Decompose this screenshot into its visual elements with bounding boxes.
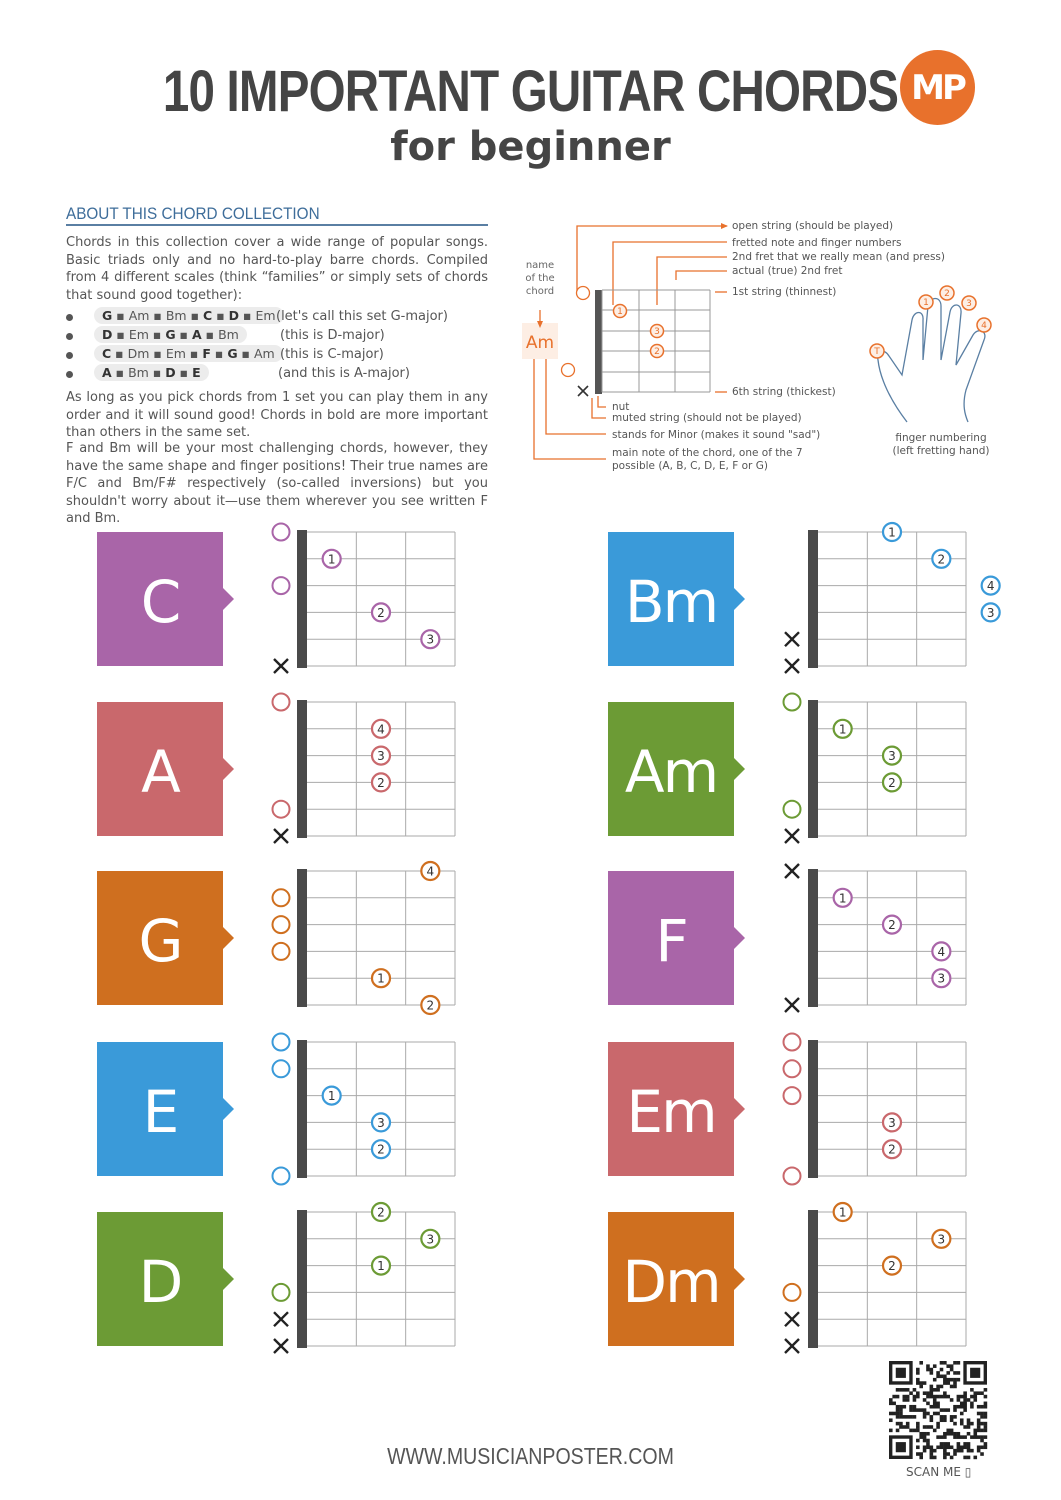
chord-chip: Em <box>128 327 149 342</box>
open-string-marker <box>784 1168 801 1185</box>
chord-diagram <box>257 520 457 680</box>
finger-number: 1 <box>377 1259 385 1274</box>
nut <box>808 1210 818 1348</box>
open-string-marker <box>273 943 290 960</box>
chord-diagram <box>768 690 968 850</box>
chord-name-box <box>608 1042 734 1176</box>
open-string-marker <box>784 801 801 818</box>
chord-set-chips: C ▪ Dm ▪ Em ▪ F ▪ G ▪ Am <box>94 345 283 362</box>
finger-number: 3 <box>937 971 946 986</box>
svg-text:2: 2 <box>944 289 950 299</box>
phone-icon: ▯ <box>964 1465 972 1479</box>
chord-chip: Em <box>255 308 276 323</box>
chord-name-pointer <box>734 927 745 949</box>
chord-set-chips: D ▪ Em ▪ G ▪ A ▪ Bm <box>94 326 247 343</box>
finger-number: 2 <box>377 775 385 790</box>
chord-name: D <box>138 1248 182 1316</box>
chord-chip: A <box>102 365 112 380</box>
nut <box>297 1210 307 1348</box>
about-divider <box>66 224 488 226</box>
svg-text:6th string (thickest): 6th string (thickest) <box>732 386 836 398</box>
scan-me-label: SCAN ME ▯ <box>906 1465 972 1479</box>
finger-number: 3 <box>888 749 896 764</box>
logo-text: MP <box>911 68 964 108</box>
chord-set-note: (let's call this set G-major) <box>276 309 448 324</box>
finger-number: 3 <box>377 1115 385 1130</box>
svg-text:2nd fret that we really mean (: 2nd fret that we really mean (and press) <box>732 251 945 263</box>
open-string-marker <box>784 1284 801 1301</box>
svg-text:actual (true) 2nd fret: actual (true) 2nd fret <box>732 265 843 277</box>
chord-name: Dm <box>622 1248 720 1316</box>
finger-number: 2 <box>426 998 435 1013</box>
muted-string-marker <box>274 659 288 673</box>
finger-number: 2 <box>888 918 896 933</box>
chord-card-g <box>97 859 457 1019</box>
chord-diagram <box>257 690 457 850</box>
open-string-marker <box>784 1060 801 1077</box>
chord-diagram <box>768 1200 968 1360</box>
chord-card-bm <box>608 520 995 680</box>
about-intro: Chords in this collection cover a wide range of popular songs. Basic triads only and no hard-to-play barre chords. Compiled from 4 different scales (think “families” or simply sets of chords that sound good together): <box>66 235 488 303</box>
chord-name-box <box>608 1212 734 1346</box>
chord-chip: Bm <box>165 308 187 323</box>
chord-card-em <box>608 1030 968 1190</box>
chord-name-pointer <box>734 758 745 780</box>
chord-chip: D <box>228 308 240 323</box>
muted-string-marker <box>785 864 799 878</box>
finger-number: 1 <box>838 722 847 737</box>
svg-text:2: 2 <box>654 347 660 357</box>
chord-card-dm <box>608 1200 968 1360</box>
about-heading: ABOUT THIS CHORD COLLECTION <box>66 204 320 223</box>
finger-number: 3 <box>937 1232 946 1247</box>
muted-string-marker <box>274 829 288 843</box>
finger-number: 2 <box>377 1142 385 1157</box>
chord-diagram <box>768 859 968 1019</box>
chord-name-pointer <box>223 758 234 780</box>
svg-text:main note of the chord, one of: main note of the chord, one of the 7 <box>612 447 803 459</box>
finger-number: 1 <box>888 525 896 540</box>
chord-name-pointer <box>734 588 745 610</box>
finger-number: 3 <box>426 1232 435 1247</box>
muted-string-marker <box>274 1339 288 1353</box>
svg-text:of the: of the <box>525 273 555 284</box>
svg-text:chord: chord <box>525 286 555 297</box>
finger-number: 3 <box>986 605 995 620</box>
nut <box>297 869 307 1007</box>
chord-set-chips: A ▪ Bm ▪ D ▪ E <box>94 364 209 381</box>
chord-chip: Em <box>165 346 186 361</box>
finger-number: 2 <box>377 605 385 620</box>
chord-name: Am <box>624 738 718 806</box>
chord-name-pointer <box>734 1268 745 1290</box>
chord-card-f <box>608 859 968 1019</box>
svg-text:possible (A, B, C, D, E, F or: possible (A, B, C, D, E, F or G) <box>612 460 768 472</box>
finger-number: 3 <box>377 749 385 764</box>
chord-card-am <box>608 690 968 850</box>
open-string-marker <box>784 1087 801 1104</box>
open-string-marker <box>784 694 801 711</box>
chord-name-box <box>97 1042 223 1176</box>
chord-name-box <box>608 532 734 666</box>
finger-number: 3 <box>888 1115 896 1130</box>
svg-text:T: T <box>874 347 880 357</box>
chord-name-box <box>608 702 734 836</box>
chord-name-pointer <box>223 1268 234 1290</box>
chord-chip: Bm <box>218 327 239 342</box>
chord-name-pointer <box>223 1098 234 1120</box>
finger-number: 1 <box>838 891 847 906</box>
chord-card-e <box>97 1030 457 1190</box>
open-string-marker <box>273 1034 290 1051</box>
chord-name: F <box>655 907 687 975</box>
open-string-marker <box>273 577 290 594</box>
nut <box>808 530 818 668</box>
chord-name: Bm <box>624 568 718 636</box>
open-string-marker <box>273 889 290 906</box>
chord-name-pointer <box>734 1098 745 1120</box>
chord-name: Em <box>626 1078 716 1146</box>
chord-chip: C <box>203 308 213 323</box>
finger-number: 4 <box>377 722 385 737</box>
svg-text:3: 3 <box>654 327 660 337</box>
about-paragraph-3: F and Bm will be your most challenging chords, however, they have the same shape and finger positions! Their true names are F/C and Bm/F# respectively (so-called inversions) but you shouldn't worry about it—use them wherever you see written F and Bm. <box>66 441 488 526</box>
open-string-marker <box>273 1168 290 1185</box>
open-string-marker <box>784 1034 801 1051</box>
chord-diagram <box>257 1030 457 1190</box>
svg-text:open string (should be played): open string (should be played) <box>732 220 894 232</box>
chord-name-box <box>97 871 223 1005</box>
open-string-marker <box>273 916 290 933</box>
chord-set-note: (this is C-major) <box>280 347 384 362</box>
finger-number: 4 <box>986 579 995 594</box>
bullet-dot <box>66 352 73 359</box>
svg-text:4: 4 <box>981 321 987 331</box>
musician-poster-logo[interactable] <box>900 50 975 125</box>
svg-text:stands for Minor (makes it sou: stands for Minor (makes it sound "sad") <box>612 429 821 441</box>
chord-chip: D <box>165 365 176 380</box>
poster-title: 10 IMPORTANT GUITAR CHORDS <box>162 59 899 124</box>
chord-chip: G <box>227 346 238 361</box>
chord-chip: Dm <box>127 346 150 361</box>
chord-chip: G <box>102 308 113 323</box>
chord-legend-diagram <box>510 210 1040 500</box>
chord-chip: C <box>102 346 112 361</box>
svg-text:(left fretting hand): (left fretting hand) <box>892 445 990 457</box>
svg-text:muted string (should not be pl: muted string (should not be played) <box>612 412 802 424</box>
svg-text:finger numbering: finger numbering <box>895 432 987 444</box>
muted-string-marker <box>785 632 799 646</box>
muted-string-marker <box>785 829 799 843</box>
finger-number: 4 <box>937 944 946 959</box>
website-link[interactable]: WWW.MUSICIANPOSTER.COM <box>387 1443 674 1469</box>
finger-number: 1 <box>327 552 336 567</box>
finger-number: 2 <box>888 1142 896 1157</box>
svg-text:name: name <box>525 260 555 271</box>
chord-card-c <box>97 520 457 680</box>
svg-text:nut: nut <box>612 401 630 413</box>
finger-number: 2 <box>888 775 896 790</box>
finger-number: 2 <box>888 1259 896 1274</box>
muted-string-marker <box>785 1339 799 1353</box>
chord-chip: G <box>165 327 176 342</box>
nut <box>297 700 307 838</box>
finger-number: 3 <box>426 632 435 647</box>
nut <box>808 700 818 838</box>
chord-diagram <box>768 520 995 680</box>
chord-set-chips: G ▪ Am ▪ Bm ▪ C ▪ D ▪ Em <box>94 307 284 324</box>
open-string-marker <box>273 524 290 541</box>
chord-name: C <box>140 568 180 636</box>
chord-name-pointer <box>223 588 234 610</box>
finger-number: 2 <box>377 1205 385 1220</box>
nut <box>808 869 818 1007</box>
chord-chip: Am <box>254 346 275 361</box>
chord-name: G <box>138 907 182 975</box>
chord-chip: A <box>192 327 202 342</box>
finger-number: 2 <box>937 552 946 567</box>
bullet-dot <box>66 371 73 378</box>
chord-name-pointer <box>223 927 234 949</box>
chord-set-note: (and this is A-major) <box>278 366 410 381</box>
muted-string-marker <box>785 659 799 673</box>
muted-string-marker <box>785 1312 799 1326</box>
chord-set-note: (this is D-major) <box>280 328 385 343</box>
chord-chip: E <box>192 365 201 380</box>
svg-text:Am: Am <box>525 333 555 353</box>
chord-diagram <box>257 859 457 1019</box>
chord-card-d <box>97 1200 457 1360</box>
open-string-marker <box>273 1284 290 1301</box>
chord-diagram <box>257 1200 457 1360</box>
chord-name: A <box>141 738 179 806</box>
finger-number: 1 <box>838 1205 847 1220</box>
qr-code[interactable] <box>889 1361 987 1459</box>
chord-chip: D <box>102 327 113 342</box>
svg-text:fretted note and finger number: fretted note and finger numbers <box>732 237 902 249</box>
open-string-marker <box>273 801 290 818</box>
bullet-dot <box>66 314 73 321</box>
finger-number: 4 <box>426 864 435 879</box>
bullet-dot <box>66 333 73 340</box>
muted-string-marker <box>785 998 799 1012</box>
nut <box>297 530 307 668</box>
chord-chip: F <box>202 346 211 361</box>
svg-text:1: 1 <box>923 298 929 308</box>
poster-subtitle: for beginner <box>390 124 671 170</box>
muted-string-marker <box>274 1312 288 1326</box>
svg-text:1: 1 <box>617 307 623 317</box>
svg-text:3: 3 <box>966 299 972 309</box>
chord-card-a <box>97 690 457 850</box>
chord-chip: Bm <box>128 365 149 380</box>
chord-chip: Am <box>128 308 150 323</box>
chord-name-box <box>97 532 223 666</box>
finger-number: 1 <box>377 971 385 986</box>
chord-name-box <box>97 1212 223 1346</box>
chord-name: E <box>142 1078 178 1146</box>
chord-name-box <box>97 702 223 836</box>
chord-name-box <box>608 871 734 1005</box>
open-string-marker <box>273 1060 290 1077</box>
nut <box>808 1040 818 1178</box>
about-paragraph-2: As long as you pick chords from 1 set you can play them in any order and it will sound good! Chords in bold are more important than others in the same set. <box>66 390 488 440</box>
finger-number: 1 <box>327 1089 336 1104</box>
nut <box>297 1040 307 1178</box>
open-string-marker <box>273 694 290 711</box>
svg-text:1st string (thinnest): 1st string (thinnest) <box>732 286 837 298</box>
chord-diagram <box>768 1030 968 1190</box>
